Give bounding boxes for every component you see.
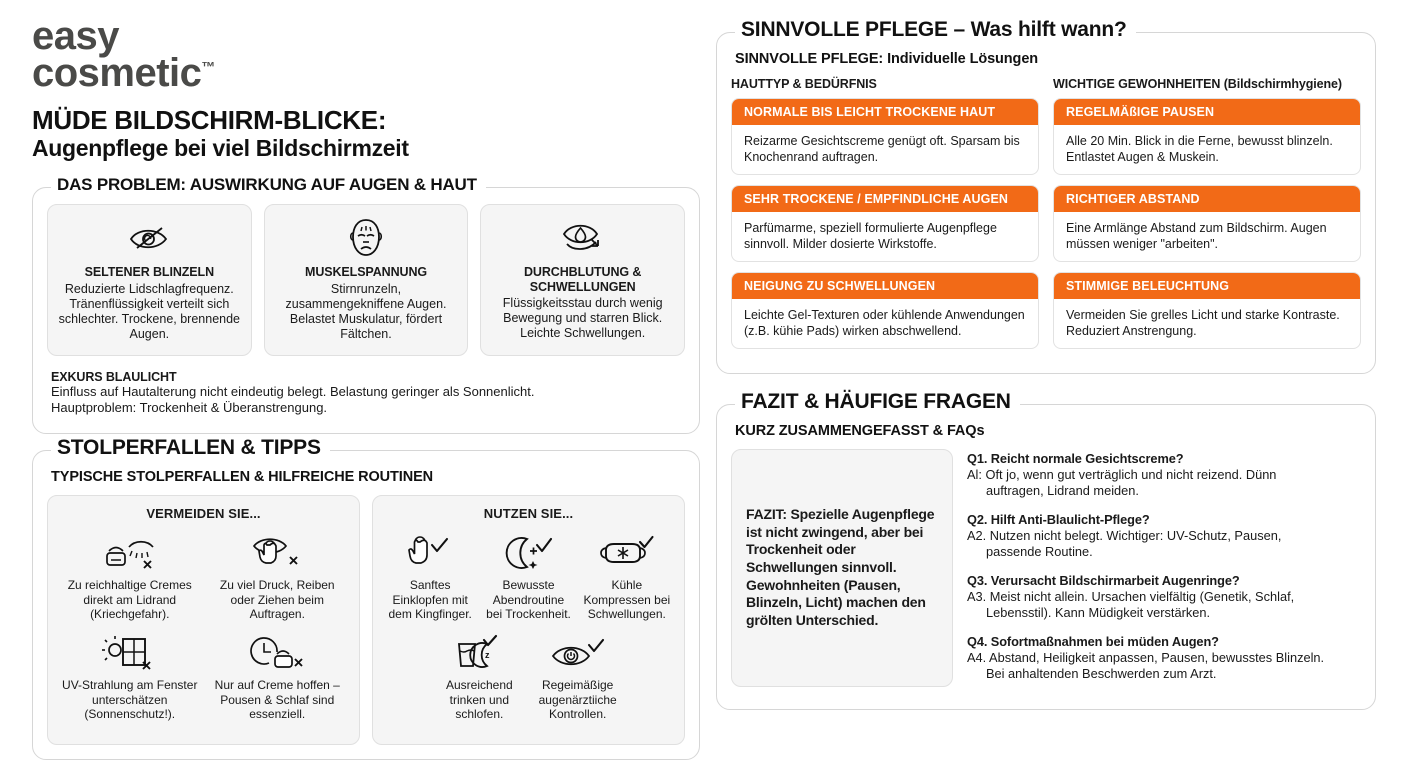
- tip-item-text: Ausreichend trinken und schlofen.: [445, 678, 513, 722]
- problem-card: [480, 204, 685, 355]
- faq-answer-line-2: auftragen, Lidrand meiden.: [986, 482, 1139, 498]
- tips-section-title: STOLPERFALLEN & TIPPS: [51, 436, 330, 460]
- brand-logo: [32, 14, 700, 95]
- fazit-text: FAZIT: Spezielle Augenpflege ist nicht zwingend, aber bei Trockenheit oder Schwellungen sinnvoll. Gewohnheiten (Pausen, Blinzeln, Licht) machen den grölten Unterschied.: [746, 506, 935, 628]
- care-item-body: Reizarme Gesichtscreme genügt oft. Sparsam bis Knochenrand auftragen.: [744, 134, 1020, 164]
- care-section: [716, 18, 1376, 374]
- tip-item: [204, 529, 352, 629]
- cooling-mask-check-icon: [582, 533, 672, 575]
- care-item: [731, 98, 1039, 175]
- care-item-heading: NORMALE BIS LEICHT TROCKENE HAUT: [732, 99, 1038, 125]
- faq-question: Q1. Reicht normale Gesichtscreme?: [967, 451, 1184, 466]
- problem-card: [47, 204, 252, 355]
- faq-item: [967, 573, 1361, 621]
- cream-jar-eye-x-icon: [60, 533, 200, 575]
- faq-section-subtitle: KURZ ZUSAMMENGEFASST & FAQs: [735, 423, 985, 439]
- faq-question: Q4. Sofortmaßnahmen bei müden Augen?: [967, 633, 1219, 649]
- care-item-body: Vermeiden Sie grelles Licht und starke Kontraste. Reduziert Anstrengung.: [1066, 308, 1340, 338]
- faq-answer-line-2: Lebensstil). Kann Müdigkeit verstärken.: [986, 604, 1211, 620]
- frowning-face-icon: [273, 217, 460, 259]
- glass-sleep-check-icon: [434, 633, 524, 675]
- care-section-title: SINNVOLLE PFLEGE – Was hilft wann?: [735, 18, 1136, 42]
- excursus-line-2: Hauptproblem: Trockenheit & Überanstrengung.: [51, 400, 328, 416]
- tip-item: [381, 529, 479, 629]
- care-columns: [731, 77, 1361, 359]
- faq-question: Q2. Hilft Anti-Blaulicht-Pflege?: [967, 511, 1150, 527]
- clock-cream-x-icon: [208, 633, 348, 675]
- problem-card-row: [47, 204, 685, 355]
- svg-text:z: z: [485, 650, 490, 661]
- tip-item: [479, 529, 577, 629]
- care-item-body: Parfümarme, speziell formulierte Augenpflege sinnvoll. Milder dosierte Wirkstoffe.: [744, 221, 997, 251]
- tip-item-text: Zu viel Druck, Reiben oder Ziehen beim Auftragen.: [219, 578, 335, 622]
- problem-card-text: Reduzierte Lidschlagfrequenz. Tränenflüssigkeit verteilt sich schlechter. Trockene, brennende Augen.: [58, 281, 241, 342]
- right-column: [716, 0, 1408, 768]
- headline-sub: Augenpflege bei viel Bildschirmzeit: [32, 134, 409, 161]
- avoid-card: [47, 495, 360, 744]
- problem-card-title: MUSKELSPANNUNG: [305, 265, 427, 280]
- use-card: [372, 495, 685, 744]
- faq-list: [967, 449, 1361, 695]
- finger-rub-eye-x-icon: [208, 533, 348, 575]
- avoid-items-grid: [56, 529, 351, 729]
- moon-stars-check-icon: [483, 533, 573, 575]
- brand-line-1: easy: [32, 14, 119, 58]
- page-title: [32, 106, 700, 162]
- faq-answer: [967, 467, 1361, 499]
- faq-answer-line-2: Bei anhaltenden Beschwerden zum Arzt.: [986, 665, 1217, 681]
- tip-item: [56, 629, 204, 729]
- care-item-heading: RICHTIGER ABSTAND: [1054, 186, 1360, 212]
- tip-item-text: Kühle Kompressen bei Schwellungen.: [583, 578, 671, 622]
- problem-card: [264, 204, 469, 355]
- tip-item-text: Nur auf Creme hoffen – Pousen & Schlaf sind essenziell.: [214, 678, 340, 722]
- problem-card-title: DURCHBLUTUNG & SCHWELLUNGEN: [524, 265, 642, 294]
- trademark-symbol: ™: [201, 58, 215, 75]
- tips-section: [32, 436, 700, 759]
- care-item-heading: SEHR TROCKENE / EMPFINDLICHE AUGEN: [732, 186, 1038, 212]
- problem-card-title: SELTENER BLINZELN: [84, 265, 214, 280]
- faq-answer-line-1: A4. Abstand, Heiligkeit anpassen, Pausen, bewusstes Blinzeln.: [967, 649, 1325, 665]
- excursus-line-1: Einfluss auf Hautalterung nicht eindeutig belegt. Belastung geringer als Sonnenlicht.: [51, 383, 535, 399]
- tip-item-text: Regeimäßige augenärztiiche Kontrollen.: [538, 678, 617, 722]
- tip-item-text: Zu reichhaltige Cremes direkt am Lidrand (Kriechgefahr).: [67, 578, 192, 622]
- care-item-body: Eine Armlänge Abstand zum Bildschirm. Augen müssen weniger "arbeiten".: [1066, 221, 1327, 251]
- faq-item: [967, 634, 1361, 682]
- excursus-title: EXKURS BLAULICHT: [51, 369, 177, 384]
- care-item: [1053, 98, 1361, 175]
- problem-card-text: Stirnrunzeln, zusammengekniffene Augen. Belastet Muskulatur, fördert Fältchen.: [285, 281, 447, 342]
- brand-line-2-text: cosmetic: [32, 50, 202, 95]
- headline-main: MÜDE BILDSCHIRM-BLICKE:: [32, 104, 387, 135]
- sun-window-x-icon: [60, 633, 200, 675]
- faq-item: [967, 451, 1361, 499]
- tip-item: [204, 629, 352, 729]
- use-card-title: NUTZEN SIE...: [483, 506, 574, 522]
- avoid-card-title: VERMEIDEN SIE...: [146, 506, 261, 522]
- tip-item: [578, 529, 676, 629]
- faq-answer: [967, 650, 1361, 682]
- faq-section: [716, 390, 1376, 710]
- tapping-finger-check-icon: [385, 533, 475, 575]
- tip-item: [56, 529, 204, 629]
- faq-answer-line-2: passende Routine.: [986, 543, 1093, 559]
- care-item: [1053, 185, 1361, 262]
- faq-answer: [967, 528, 1361, 560]
- use-items-grid: [381, 529, 676, 729]
- tips-section-subtitle: TYPISCHE STOLPERFALLEN & HILFREICHE ROUTINEN: [51, 469, 434, 486]
- care-section-subtitle: SINNVOLLE PFLEGE: Individuelle Lösungen: [735, 51, 1039, 67]
- care-item-heading: REGELMÄßIGE PAUSEN: [1054, 99, 1360, 125]
- care-item-heading: NEIGUNG ZU SCHWELLUNGEN: [732, 273, 1038, 299]
- care-item: [1053, 272, 1361, 349]
- faq-answer-line-1: Al: Oft jo, wenn gut verträglich und nicht reizend. Dünn: [967, 466, 1277, 482]
- care-column-heading: HAUTTYP & BEDÜRFNIS: [731, 77, 877, 91]
- left-column: [0, 0, 700, 768]
- eye-circulation-icon: [489, 217, 676, 259]
- faq-answer-line-1: A2. Nutzen nicht belegt. Wichtiger: UV-Schutz, Pausen,: [967, 527, 1282, 543]
- care-column-habits: [1053, 77, 1361, 359]
- fazit-box: [731, 449, 953, 687]
- care-column-skin-type: [731, 77, 1039, 359]
- faq-answer-line-1: A3. Meist nicht allein. Ursachen vielfältig (Genetik, Schlaf,: [967, 588, 1295, 604]
- care-item-body: Alle 20 Min. Blick in die Ferne, bewusst blinzeln. Entlastet Augen & Muskein.: [1066, 134, 1333, 164]
- tip-item: [430, 629, 528, 729]
- faq-question: Q3. Verursacht Bildschirmarbeit Augenringe?: [967, 572, 1240, 588]
- faq-item: [967, 512, 1361, 560]
- fazit-faq-row: [731, 449, 1361, 695]
- tip-item-text: UV-Strahlung am Fenster unterschätzen (Sonnenschutz!).: [62, 678, 198, 722]
- faq-answer: [967, 589, 1361, 621]
- faq-section-title: FAZIT & HÄUFIGE FRAGEN: [735, 390, 1020, 414]
- brand-line-2: [32, 50, 215, 95]
- care-item-body: Leichte Gel-Texturen oder kühlende Anwendungen (z.B. kühie Pads) wirken abschwellend.: [744, 308, 1025, 338]
- problem-section-title: DAS PROBLEM: AUSWIRKUNG AUF AUGEN & HAUT: [51, 175, 486, 195]
- tip-item-text: Bewusste Abendroutine bei Trockenheit.: [486, 578, 571, 622]
- care-item: [731, 272, 1039, 349]
- problem-section: [32, 175, 700, 434]
- problem-card-text: Flüssigkeitsstau durch wenig Bewegung und starren Blick. Leichte Schwellungen.: [502, 295, 663, 341]
- tip-item-text: Sanftes Einklopfen mit dem Kingfinger.: [388, 578, 472, 622]
- excursus-block: [51, 370, 685, 418]
- eye-checkup-check-icon: [533, 633, 623, 675]
- care-item: [731, 185, 1039, 262]
- care-item-heading: STIMMIGE BELEUCHTUNG: [1054, 273, 1360, 299]
- tips-card-row: [47, 495, 685, 744]
- tip-item: [529, 629, 627, 729]
- care-column-heading: WICHTIGE GEWOHNHEITEN (Bildschirmhygiene): [1053, 77, 1342, 91]
- eye-no-blink-icon: [56, 217, 243, 259]
